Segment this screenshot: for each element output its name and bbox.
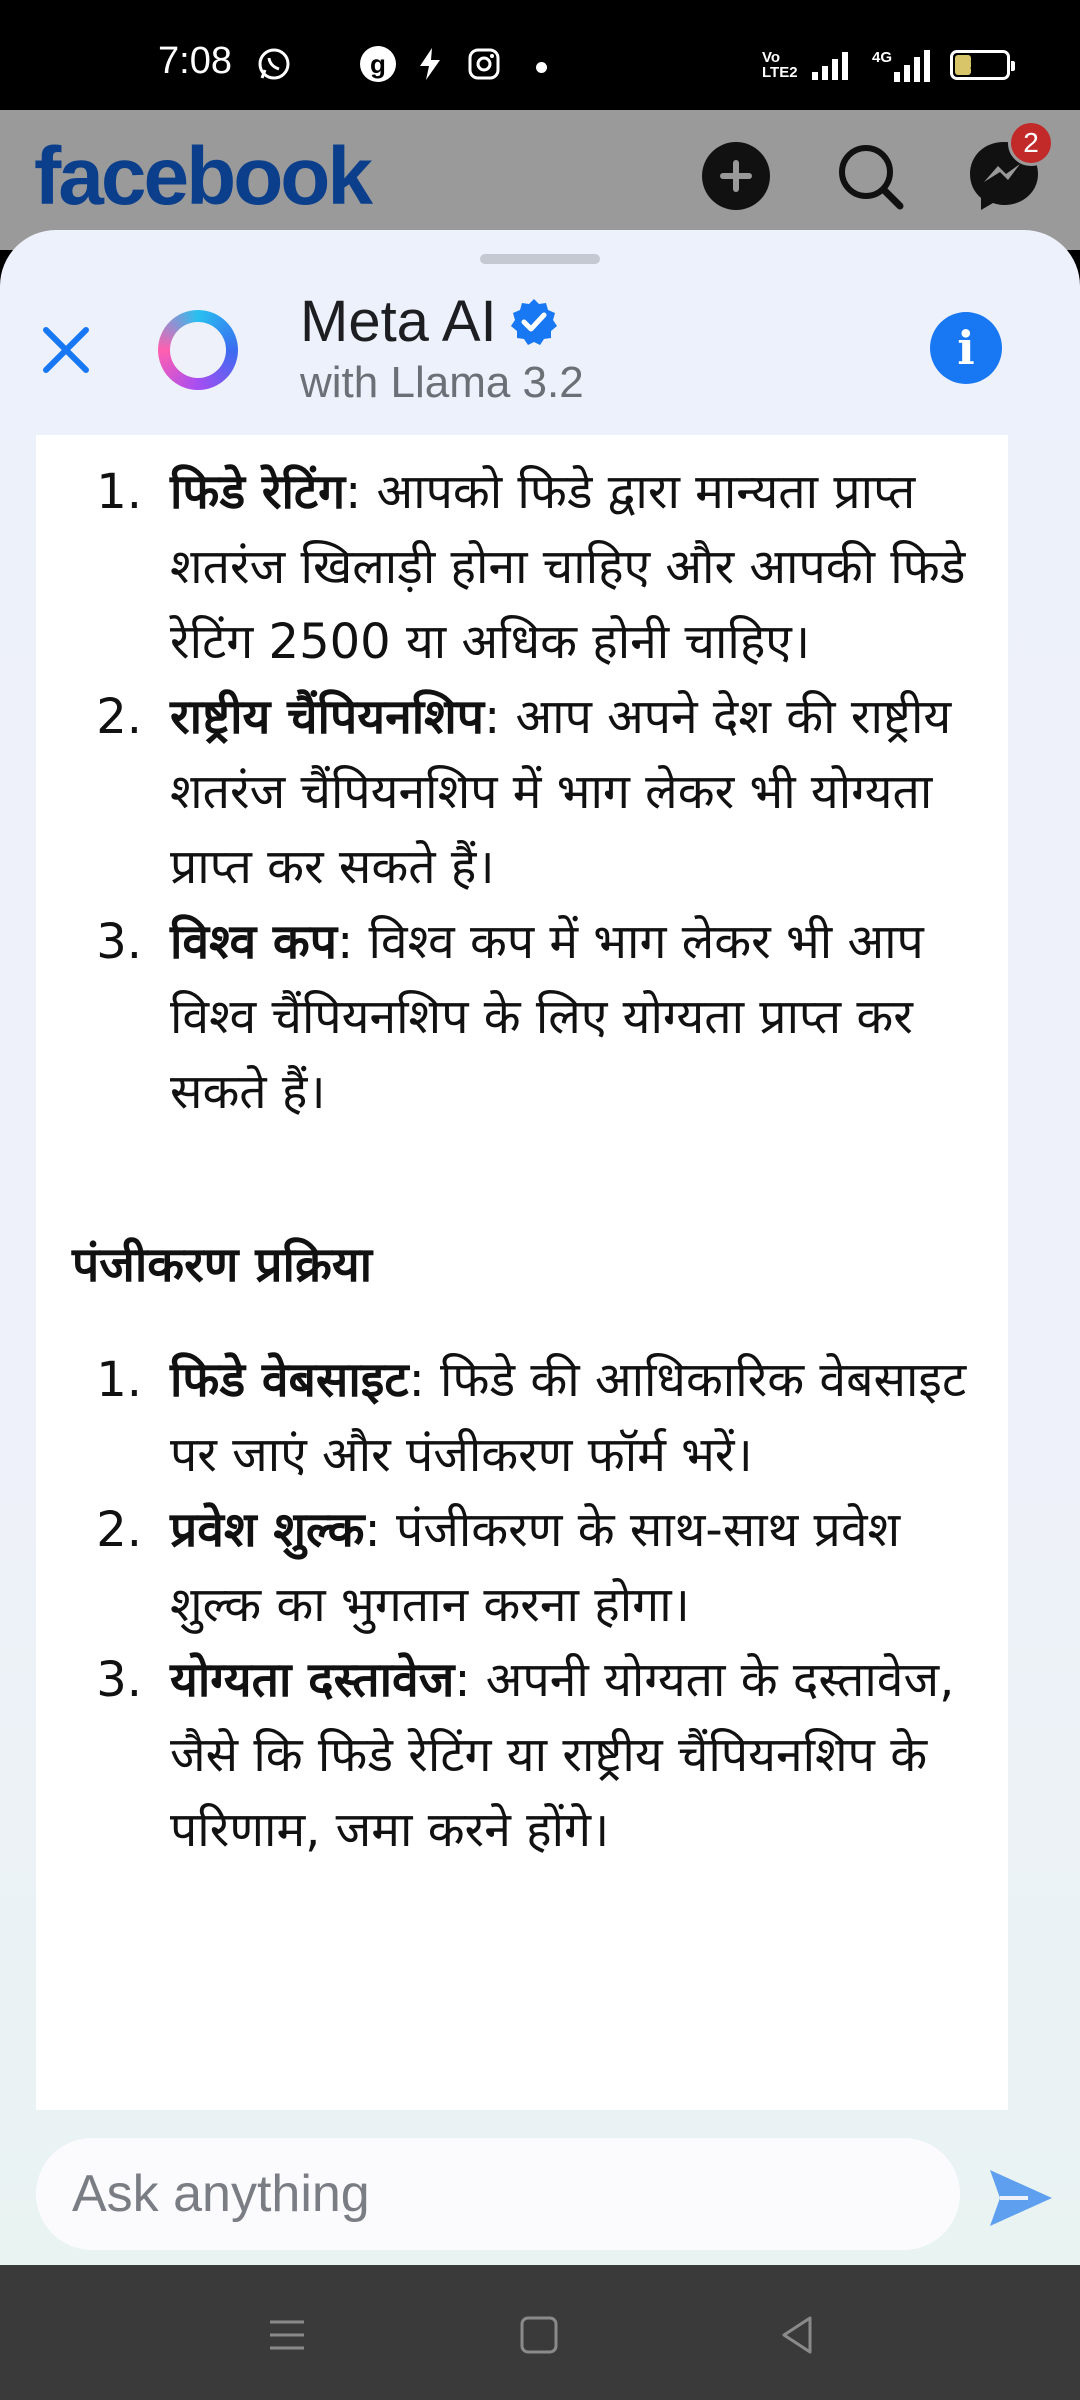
messenger-button[interactable] bbox=[964, 127, 1054, 220]
ask-input[interactable] bbox=[36, 2138, 960, 2250]
system-nav-bar bbox=[0, 2265, 1080, 2400]
list-item: 3. योग्यता दस्तावेज: अपनी योग्यता के दस्तावेज, जैसे कि फिडे रेटिंग या राष्ट्रीय चैंपियनशिप के परिणाम, जमा करने होंगे। bbox=[96, 1652, 955, 1858]
menu-icon[interactable] bbox=[262, 2310, 312, 2360]
info-icon: i bbox=[957, 321, 975, 375]
meta-ai-sheet bbox=[0, 230, 1080, 2265]
bolt-icon bbox=[416, 46, 444, 82]
verified-badge-icon bbox=[509, 297, 559, 347]
home-icon[interactable] bbox=[514, 2310, 564, 2360]
list-item: 1. फिडे रेटिंग: आपको फिडे द्वारा मान्यता प्राप्त शतरंज खिलाड़ी होना चाहिए और आपकी फिडे रेटिंग 2500 या अधिक होनी चाहिए। bbox=[96, 464, 966, 670]
create-plus-icon[interactable] bbox=[700, 140, 772, 212]
section-heading: पंजीकरण प्रक्रिया bbox=[72, 1237, 373, 1293]
status-bar bbox=[0, 0, 1080, 110]
battery-icon bbox=[950, 50, 1010, 80]
list-item: 3. विश्व कप: विश्व कप में भाग लेकर भी आप विश्व चैंपियनशिप के लिए योग्यता प्राप्त कर सकते हैं। bbox=[96, 914, 924, 1120]
svg-text:4G: 4G bbox=[872, 49, 893, 66]
send-icon[interactable] bbox=[988, 2168, 1054, 2228]
eligibility-list bbox=[72, 455, 972, 1130]
registration-list bbox=[72, 1343, 972, 1868]
meta-ai-title-text: Meta AI bbox=[300, 289, 497, 354]
battery-level: 32 bbox=[969, 54, 991, 75]
whatsapp-icon bbox=[256, 46, 292, 82]
close-icon[interactable] bbox=[36, 320, 96, 380]
search-icon[interactable] bbox=[834, 140, 906, 212]
volte-icon: Vo LTE2 bbox=[762, 49, 798, 81]
messenger-badge: 2 bbox=[1008, 120, 1054, 166]
google-icon: g bbox=[360, 46, 396, 82]
list-item: 2. प्रवेश शुल्क: पंजीकरण के साथ-साथ प्रवेश शुल्क का भुगतान करना होगा। bbox=[96, 1502, 901, 1633]
status-time: 7:08 bbox=[158, 40, 232, 82]
status-right bbox=[762, 48, 1010, 82]
notification-dot-icon bbox=[536, 62, 547, 73]
back-icon[interactable] bbox=[772, 2310, 822, 2360]
meta-ai-title bbox=[300, 288, 559, 355]
signal-icon bbox=[812, 50, 856, 80]
meta-ai-logo-icon bbox=[158, 310, 238, 390]
list-item: 2. राष्ट्रीय चैंपियनशिप: आप अपने देश की राष्ट्रीय शतरंज चैंपियनशिप में भाग लेकर भी योग्यता प्राप्त कर सकते हैं। bbox=[96, 689, 952, 895]
sheet-grabber[interactable] bbox=[480, 254, 600, 264]
meta-ai-subtitle: with Llama 3.2 bbox=[300, 358, 584, 407]
signal-4g-icon bbox=[872, 48, 934, 82]
ai-response-content bbox=[36, 435, 1008, 2110]
list-item: 1. फिडे वेबसाइट: फिडे की आधिकारिक वेबसाइट पर जाएं और पंजीकरण फॉर्म भरें। bbox=[96, 1352, 967, 1483]
instagram-icon bbox=[466, 46, 502, 82]
facebook-logo: facebook bbox=[34, 131, 370, 222]
facebook-header bbox=[0, 110, 1080, 250]
info-button[interactable] bbox=[930, 312, 1002, 384]
composer bbox=[0, 2110, 1080, 2265]
